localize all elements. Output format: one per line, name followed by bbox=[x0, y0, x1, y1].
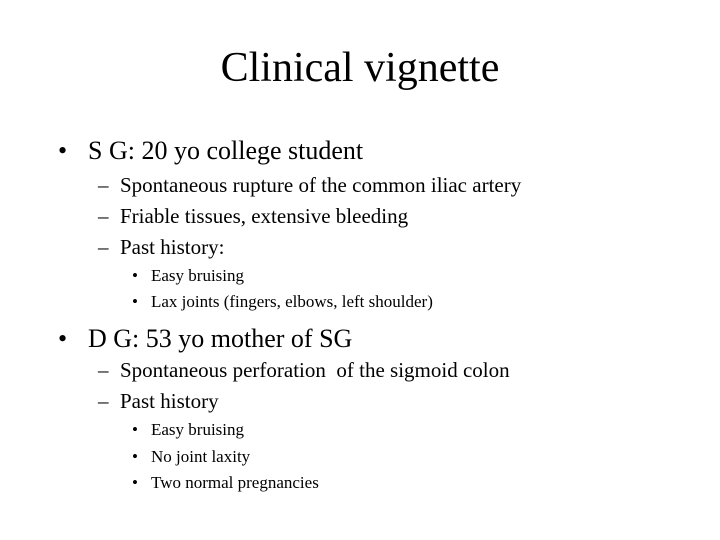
sub-list-item-text: Two normal pregnancies bbox=[151, 473, 319, 492]
list-item-text: Spontaneous perforation of the sigmoid colon bbox=[120, 358, 510, 382]
sub-list-item-text: No joint laxity bbox=[151, 447, 251, 466]
case-heading-text: S G: 20 yo college student bbox=[88, 136, 364, 165]
dash-icon: – bbox=[98, 358, 109, 382]
sub-list-item-text: Lax joints (fingers, elbows, left shoulder) bbox=[151, 292, 433, 311]
bullet-icon: • bbox=[132, 266, 138, 285]
bullet-icon: • bbox=[132, 292, 138, 311]
dash-icon: – bbox=[98, 389, 109, 413]
dash-icon: – bbox=[98, 173, 109, 197]
case-heading-text: D G: 53 yo mother of SG bbox=[88, 324, 353, 353]
slide-title: Clinical vignette bbox=[220, 45, 500, 91]
bullet-icon: • bbox=[58, 324, 68, 353]
dash-icon: – bbox=[98, 204, 109, 228]
dash-icon: – bbox=[98, 235, 109, 259]
sub-list-item-text: Easy bruising bbox=[151, 266, 245, 285]
bullet-icon: • bbox=[132, 447, 138, 466]
list-item-text: Friable tissues, extensive bleeding bbox=[120, 204, 409, 228]
bullet-icon: • bbox=[132, 420, 138, 439]
list-item-text: Past history: bbox=[120, 235, 225, 259]
bullet-icon: • bbox=[132, 473, 138, 492]
list-item-text: Past history bbox=[120, 389, 219, 413]
bullet-icon: • bbox=[58, 136, 68, 165]
list-item-text: Spontaneous rupture of the common iliac artery bbox=[120, 173, 522, 197]
sub-list-item-text: Easy bruising bbox=[151, 420, 245, 439]
